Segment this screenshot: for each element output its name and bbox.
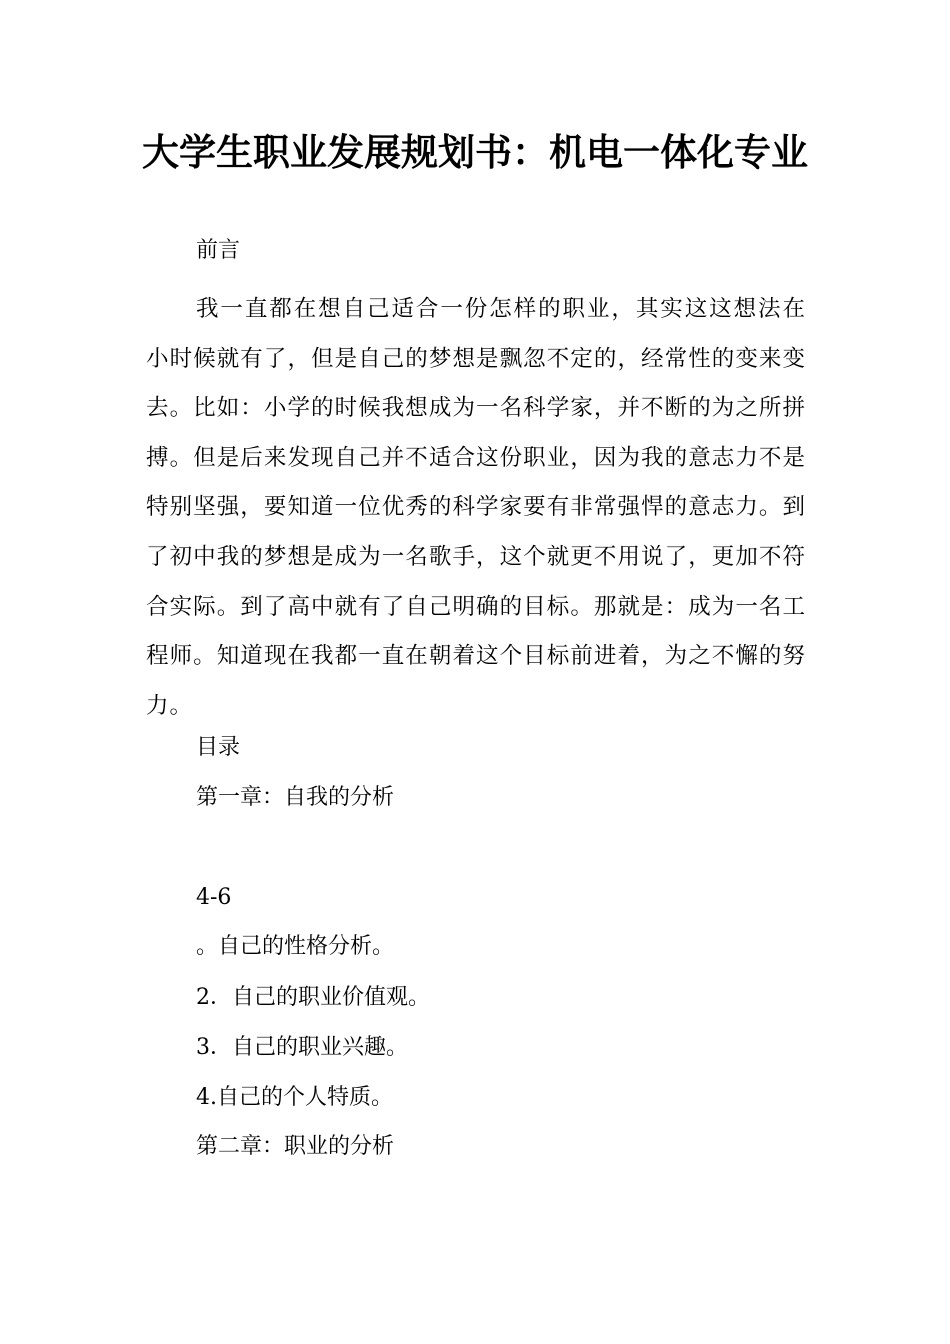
toc-item-2: 2．自己的职业价值观。 (196, 985, 430, 1010)
toc-item-4: 4.自己的个人特质。 (196, 1085, 393, 1110)
toc-heading: 目录 (196, 735, 241, 760)
toc-item-3: 3．自己的职业兴趣。 (196, 1035, 408, 1060)
toc-page-range: 4-6 (196, 885, 232, 910)
document-title: 大学生职业发展规划书：机电一体化专业 (142, 131, 808, 174)
toc-chapter-1: 第一章：自我的分析 (196, 785, 395, 810)
toc-chapter-2: 第二章：职业的分析 (196, 1134, 395, 1159)
toc-item-1: 。自己的性格分析。 (196, 934, 395, 959)
preface-heading: 前言 (196, 238, 241, 263)
preface-paragraph: 我一直都在想自己适合一份怎样的职业，其实这这想法在小时候就有了，但是自己的梦想是飘忽不定的，经常性的变来变去。比如：小学的时候我想成为一名科学家，并不断的为之所拼搏。但是后来发现自己并不适合这份职业，因为我的意志力不是特别坚强，要知道一位优秀的科学家要有非常强悍的意志力。到了初中我的梦想是成为一名歌手，这个就更不用说了，更加不符合实际。到了高中就有了自己明确的目标。那就是：成为一名工程师。知道现在我都一直在朝着这个目标前进着，为之不懈的努力。 (146, 296, 806, 719)
